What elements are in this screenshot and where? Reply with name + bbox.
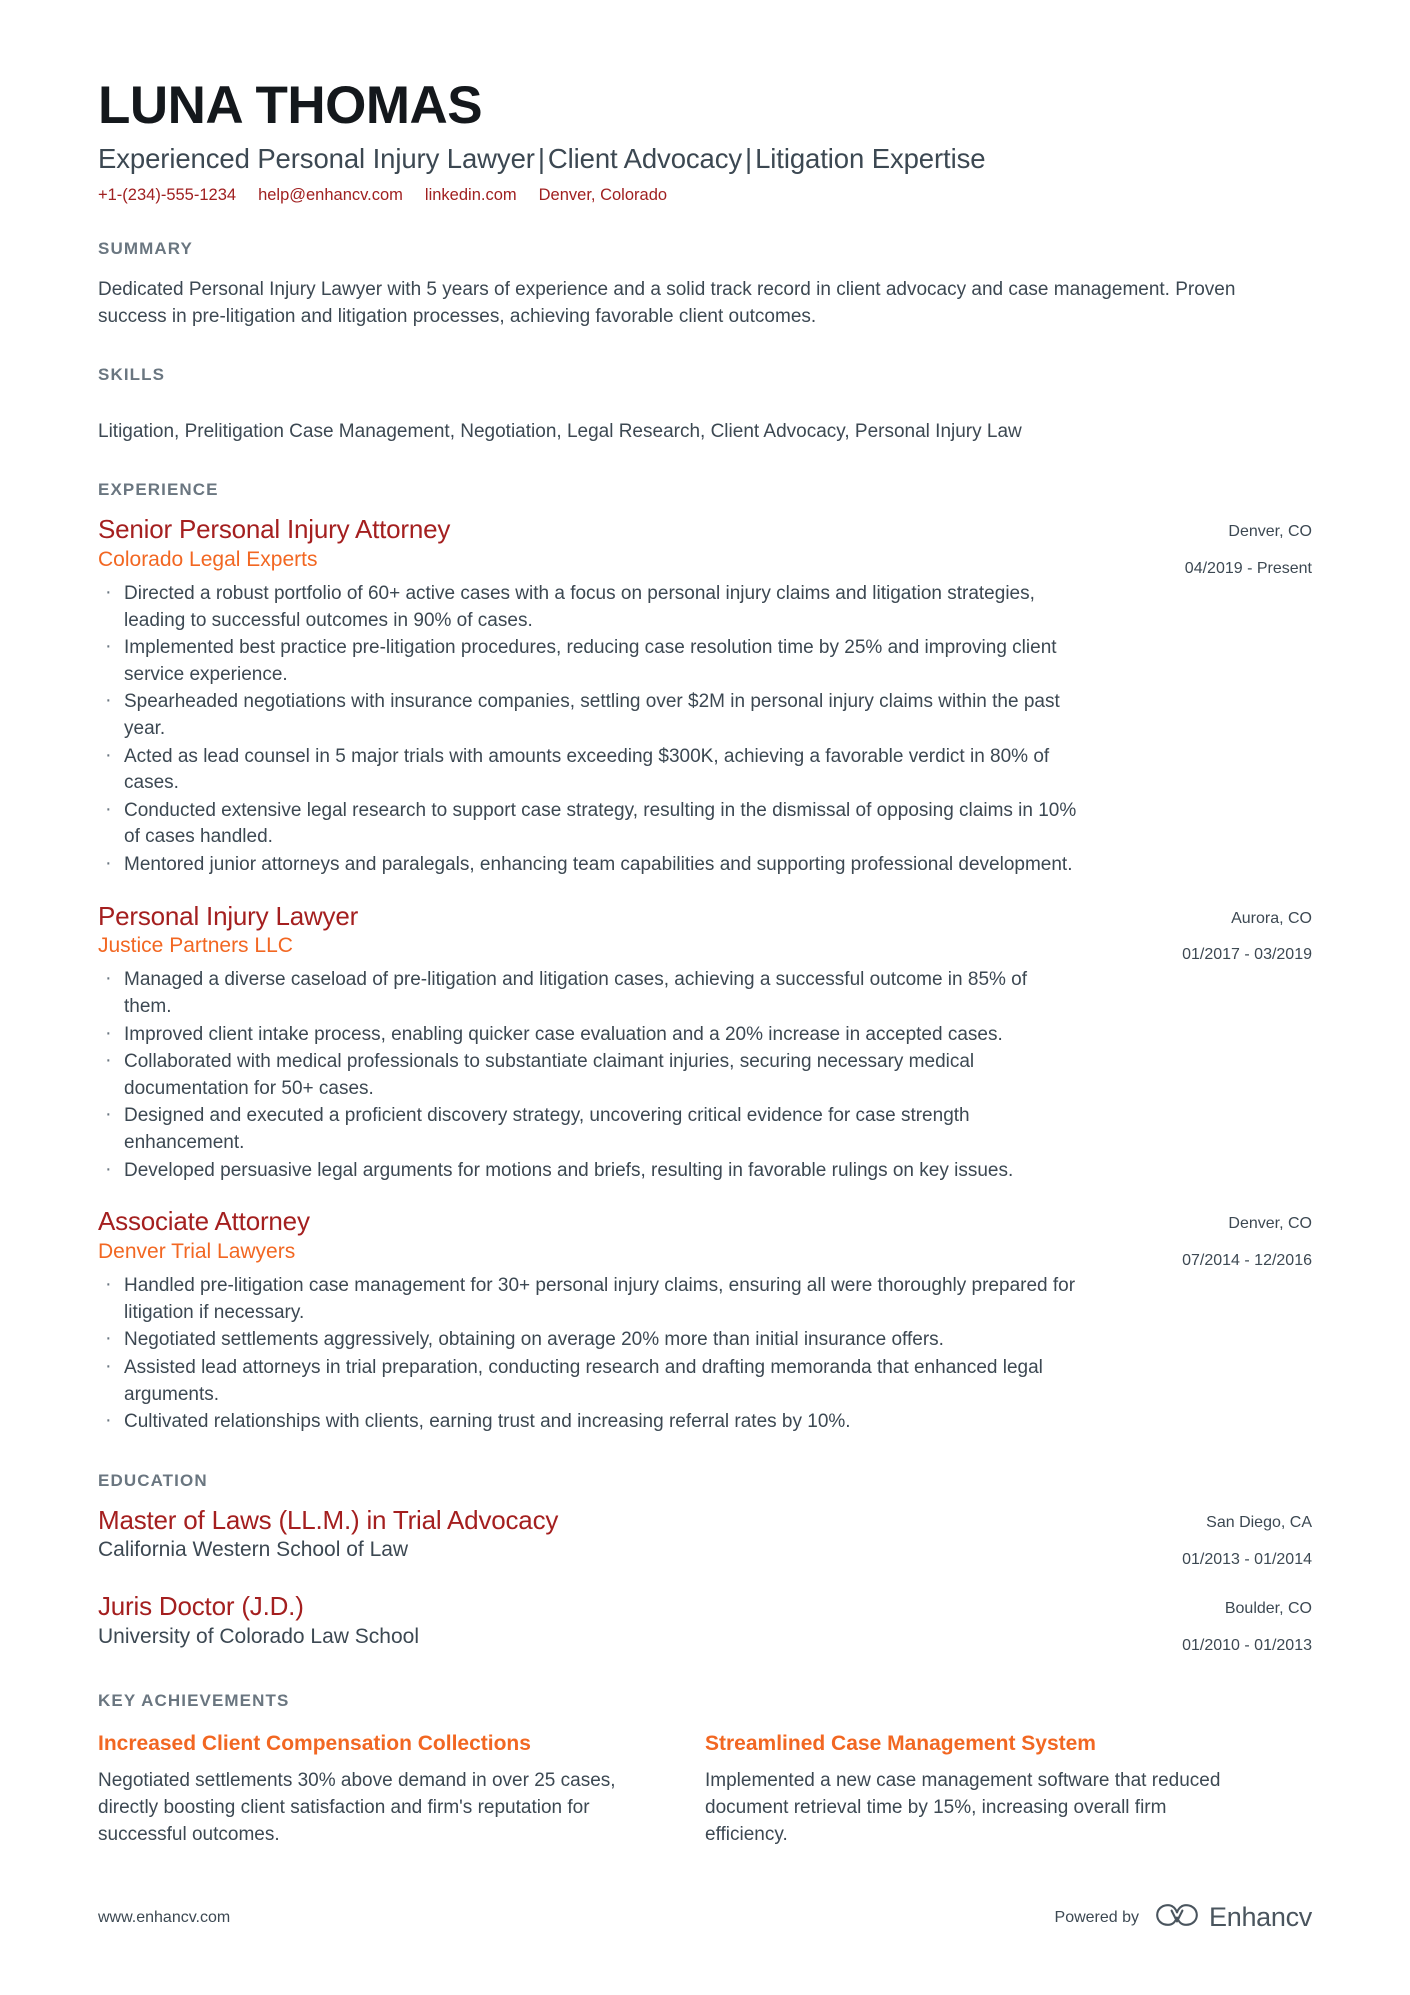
job-location: Denver, CO	[1228, 523, 1312, 541]
education-entry-main	[98, 1505, 1102, 1564]
education-section-title: EDUCATION	[98, 1470, 208, 1490]
achievements-section	[98, 1691, 1312, 1849]
school-location: Boulder, CO	[1224, 1600, 1312, 1618]
enhancv-brand-name: Enhancv	[1209, 1902, 1312, 1932]
achievement-description: Negotiated settlements 30% above demand in over 25 cases, directly boosting client satisfaction and firm's reputation for successful outcomes.	[98, 1770, 616, 1846]
job-bullet: · Implemented best practice pre-litigation procedures, reducing case resolution time by 25% and improving client service experience.	[98, 635, 1078, 688]
experience-entry-main	[98, 901, 1102, 1186]
school-location: San Diego, CA	[1206, 1513, 1312, 1531]
job-bullet-list	[98, 1273, 1078, 1436]
job-bullet: · Handled pre-litigation case management for 30+ personal injury claims, ensuring all were thoroughly prepared for litigation if necessary.	[98, 1273, 1078, 1326]
job-bullet: · Assisted lead attorneys in trial preparation, conducting research and drafting memoranda that enhanced legal arguments.	[98, 1355, 1078, 1408]
experience-section-title: EXPERIENCE	[98, 480, 219, 500]
education-section	[98, 1471, 1312, 1657]
powered-by-label: Powered by	[1054, 1908, 1140, 1926]
education-entry-meta	[1102, 1591, 1312, 1657]
job-bullet: · Conducted extensive legal research to support case strategy, resulting in the dismissal of opposing claims in 10% of cases handled.	[98, 798, 1078, 851]
school-dates: 01/2010 - 01/2013	[1182, 1637, 1312, 1655]
experience-entry	[98, 901, 1312, 1186]
job-title: Associate Attorney	[98, 1206, 310, 1237]
education-entry	[98, 1591, 1312, 1657]
job-dates: 07/2014 - 12/2016	[1182, 1252, 1312, 1270]
experience-entry-main	[98, 1206, 1102, 1437]
resume-footer	[98, 1902, 1312, 1933]
experience-entry-meta	[1102, 514, 1312, 580]
job-bullet-list	[98, 581, 1078, 879]
experience-section	[98, 480, 1312, 1437]
candidate-name: LUNA THOMAS	[98, 76, 483, 135]
job-dates: 01/2017 - 03/2019	[1182, 946, 1312, 964]
experience-entry-main	[98, 514, 1102, 880]
job-bullet: · Designed and executed a proficient discovery strategy, uncovering critical evidence for case strength enhancement.	[98, 1103, 1078, 1156]
school-name: University of Colorado Law School	[98, 1625, 419, 1649]
job-bullet: · Improved client intake process, enabling quicker case evaluation and a 20% increase in accepted cases.	[98, 1022, 1078, 1049]
achievements-section-title: KEY ACHIEVEMENTS	[98, 1690, 290, 1710]
job-bullet: · Developed persuasive legal arguments for motions and briefs, resulting in favorable rulings on key issues.	[98, 1158, 1078, 1185]
job-bullet: · Cultivated relationships with clients, earning trust and increasing referral rates by 10%.	[98, 1409, 1078, 1436]
contact-linkedin[interactable]: linkedin.com	[424, 186, 517, 205]
job-bullet: · Mentored junior attorneys and paralegals, enhancing team capabilities and supporting professional development.	[98, 852, 1078, 879]
degree-title: Juris Doctor (J.D.)	[98, 1591, 304, 1622]
achievement-item	[705, 1731, 1312, 1849]
company-name: Justice Partners LLC	[98, 934, 293, 958]
headline-separator-2: |	[745, 143, 753, 175]
summary-text: Dedicated Personal Injury Lawyer with 5 years of experience and a solid track record in client advocacy and case management. Proven success in pre-litigation and litigation processes, achieving favorable client outcomes.	[98, 279, 1236, 328]
school-name: California Western School of Law	[98, 1538, 409, 1562]
achievements-grid	[98, 1731, 1312, 1849]
headline-part-2: Client Advocacy	[547, 143, 743, 175]
job-bullet-list	[98, 967, 1078, 1184]
job-bullet: · Spearheaded negotiations with insurance companies, settling over $2M in personal injury claims within the past year.	[98, 689, 1078, 742]
enhancv-brand	[1155, 1902, 1312, 1933]
resume-header	[98, 78, 1312, 205]
contact-phone[interactable]: +1-(234)-555-1234	[98, 186, 237, 205]
headline-part-1: Experienced Personal Injury Lawyer	[98, 143, 535, 175]
job-bullet: · Managed a diverse caseload of pre-litigation and litigation cases, achieving a successful outcome in 85% of them.	[98, 967, 1078, 1020]
footer-branding	[1055, 1902, 1312, 1933]
experience-entry-meta	[1102, 901, 1312, 967]
job-bullet: · Negotiated settlements aggressively, obtaining on average 20% more than initial insurance offers.	[98, 1327, 1078, 1354]
company-name: Colorado Legal Experts	[98, 547, 318, 571]
job-bullet: · Collaborated with medical professionals to substantiate claimant injuries, securing necessary medical documentation for 50+ cases.	[98, 1049, 1078, 1102]
achievement-item	[98, 1731, 705, 1849]
skills-list: Litigation, Prelitigation Case Management, Negotiation, Legal Research, Client Advocacy, Personal Injury Law	[98, 421, 1022, 443]
education-entry-main	[98, 1591, 1102, 1650]
experience-entry	[98, 1206, 1312, 1437]
experience-entry	[98, 514, 1312, 880]
skills-section	[98, 365, 1312, 446]
contact-row	[98, 186, 1312, 205]
summary-section-title: SUMMARY	[98, 239, 193, 259]
job-title: Senior Personal Injury Attorney	[98, 514, 451, 545]
summary-section	[98, 239, 1312, 331]
degree-title: Master of Laws (LL.M.) in Trial Advocacy	[98, 1504, 559, 1535]
education-entry	[98, 1505, 1312, 1571]
candidate-headline	[98, 142, 1312, 175]
job-bullet: · Acted as lead counsel in 5 major trials with amounts exceeding $300K, achieving a favorable verdict in 80% of cases.	[98, 744, 1078, 797]
job-location: Denver, CO	[1228, 1215, 1312, 1233]
job-bullet: · Directed a robust portfolio of 60+ active cases with a focus on personal injury claims and litigation strategies, leading to successful outcomes in 90% of cases.	[98, 581, 1078, 634]
contact-email[interactable]: help@enhancv.com	[258, 186, 403, 205]
footer-website[interactable]: www.enhancv.com	[98, 1908, 231, 1926]
skills-section-title: SKILLS	[98, 365, 166, 385]
education-entry-meta	[1102, 1505, 1312, 1571]
school-dates: 01/2013 - 01/2014	[1182, 1550, 1312, 1568]
experience-entry-meta	[1102, 1206, 1312, 1272]
job-title: Personal Injury Lawyer	[98, 900, 359, 931]
headline-separator-1: |	[537, 143, 545, 175]
company-name: Denver Trial Lawyers	[98, 1239, 296, 1263]
headline-part-3: Litigation Expertise	[755, 143, 986, 175]
achievement-description: Implemented a new case management software that reduced document retrieval time by 15%, increasing overall firm efficiency.	[705, 1770, 1221, 1846]
enhancv-infinity-logo-icon	[1155, 1902, 1199, 1933]
job-dates: 04/2019 - Present	[1184, 559, 1312, 577]
job-location: Aurora, CO	[1231, 909, 1312, 927]
achievement-title: Streamlined Case Management System	[705, 1731, 1096, 1755]
contact-location: Denver, Colorado	[538, 186, 668, 205]
achievement-title: Increased Client Compensation Collections	[98, 1731, 531, 1755]
